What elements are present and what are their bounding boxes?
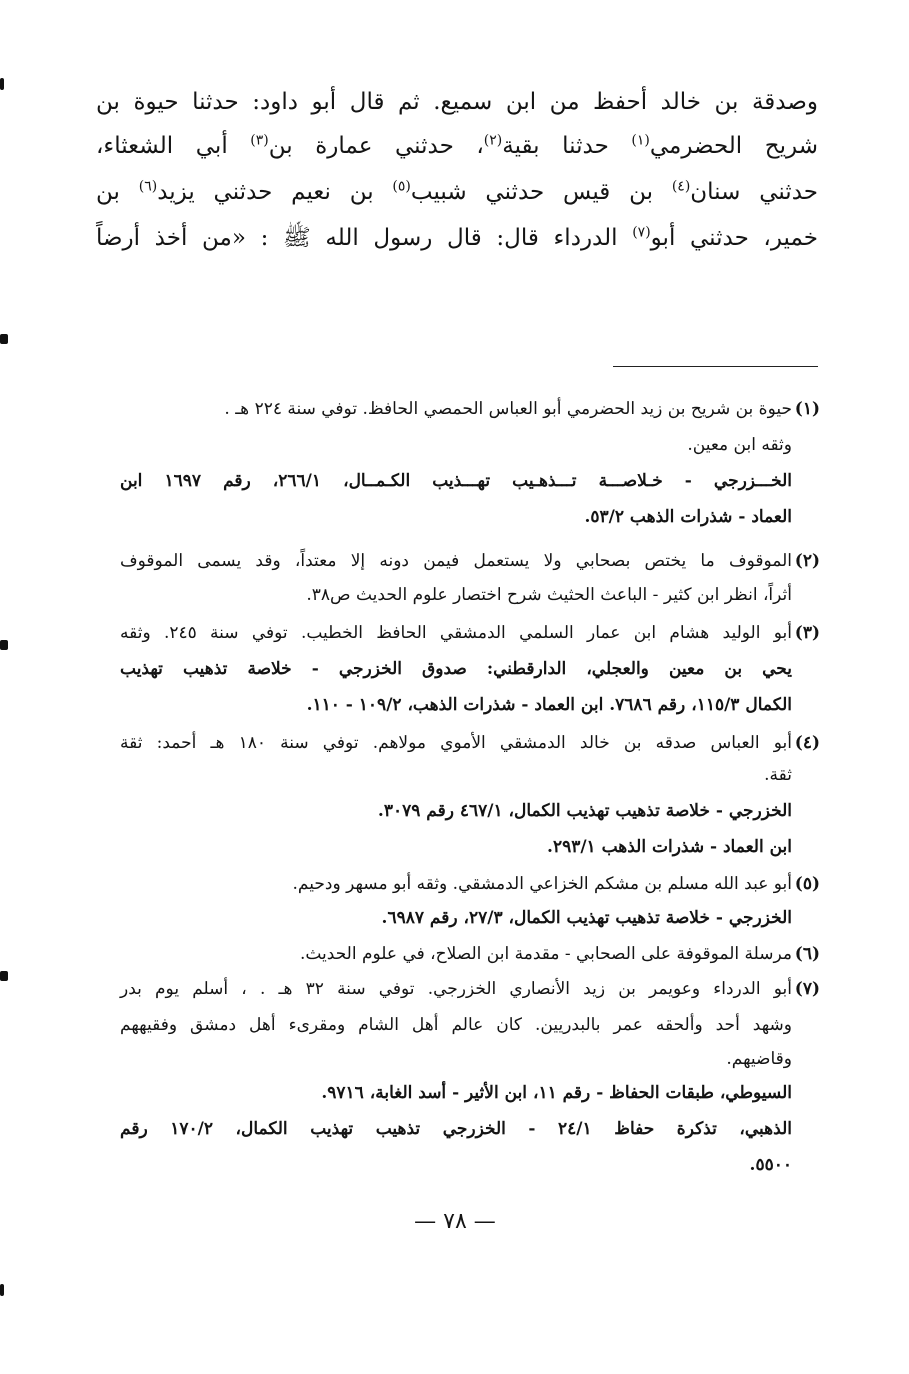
footnote-line: حيوة بن شريح بن زيد الحضرمي أبو العباس الحمصي الحافظ. توفي سنة ٢٢٤ هـ . (224, 399, 792, 419)
footnote-number: (٧) (794, 979, 820, 999)
footnote-line: وشهد أحد وألحقه عمر بالبدريين. كان عالم أهل الشام ومقرىء أهل دمشق وفقيههم (120, 1015, 792, 1035)
footnote-ref[interactable]: (١) (631, 132, 650, 149)
footnote-line: السيوطي، طبقات الحفاظ - رقم ١١، ابن الأثير - أسد الغابة، ٩٧١٦. (321, 1083, 792, 1103)
footnote-ref[interactable]: (٣) (250, 132, 269, 149)
footnote-line: وثقه ابن معين. (687, 435, 792, 455)
footnote-line: ابن العماد - شذرات الذهب ٢٩٣/١. (547, 837, 792, 857)
scan-mark (0, 1284, 4, 1296)
footnote-number: (٤) (794, 733, 820, 753)
footnote-line: الذهبي، تذكرة حفاظ ٢٤/١ - الخزرجي تذهيب تهذيب الكمال، ١٧٠/٢ رقم (120, 1119, 792, 1139)
footnote-line: ثقة. (764, 765, 792, 785)
scan-mark (0, 334, 8, 344)
footnote-ref[interactable]: (٢) (483, 132, 503, 149)
footnote-line: الكمال ١١٥/٣، رقم ٧٦٨٦. ابن العماد - شذرات الذهب، ١٠٩/٢ - ١١٠. (306, 695, 792, 715)
scan-mark (0, 78, 4, 90)
footnote-line: أثراً، انظر ابن كثير - الباعث الحثيث شرح اختصار علوم الحديث ص٣٨. (306, 585, 792, 605)
footnote-ref[interactable]: (٥) (392, 178, 411, 195)
footnote-line: ٥٥٠٠. (749, 1155, 792, 1175)
main-line: شريح الحضرمي$^{(١)}$ حدثنا بقية$^{(٢)}$، حدثني عمارة بن$^{(٣)}$ أبي الشعثاء، (96, 132, 818, 159)
footnote-number: (٣) (794, 623, 820, 643)
footnote-line: وقاضيهم. (726, 1049, 792, 1069)
main-line: خمير، حدثني أبو$^{(٧)}$ الدرداء قال: قال رسول الله ﷺ : «من أخذ أرضاً (96, 224, 819, 251)
footnote-line: أبو العباس صدقه بن خالد الدمشقي الأموي مولاهم. توفي سنة ١٨٠ هـ أحمد: ثقة (120, 733, 792, 753)
footnote-ref[interactable]: (٦) (138, 178, 158, 195)
footnote-ref[interactable]: (٤) (671, 178, 691, 195)
footnote-line: الموقوف ما يختص بصحابي ولا يستعمل فيمن دونه إلا معتداً، وقد يسمى الموقوف (120, 551, 792, 571)
footnote-line: الخزرجي - خلاصة تذهيب تهذيب الكمال، ٢٧/٣، رقم ٦٩٨٧. (381, 908, 792, 928)
main-line: وصدقة بن خالد أحفظ من ابن سميع. ثم قال أبو داود: حدثنا حيوة بن (96, 89, 818, 115)
footnote-line: العماد - شذرات الذهب ٥٣/٢. (584, 507, 792, 527)
main-line: حدثني سنان$^{(٤)}$ بن قيس حدثني شبيب$^{(٥)}$ بن نعيم حدثني يزيد$^{(٦)}$ بن (96, 178, 818, 205)
main-text (0, 0, 909, 251)
footnote-line: الخزرجي - خلاصة تذهيب تهذيب الكمال، ٤٦٧/١ رقم ٣٠٧٩. (377, 801, 792, 821)
scan-mark (0, 971, 8, 981)
footnote-number: (٦) (794, 944, 820, 964)
footnote-number: (١) (794, 399, 820, 419)
footnote-line: يحي بن معين والعجلي، الدارقطني: صدوق الخزرجي - خلاصة تذهيب تهذيب (120, 659, 792, 679)
footnote-ref[interactable]: (٧) (632, 224, 651, 241)
footnote-line: أبو الوليد هشام ابن عمار السلمي الدمشقي الحافظ الخطيب. توفي سنة ٢٤٥. وثقه (120, 623, 792, 643)
scan-mark (0, 640, 8, 650)
footnote-line: مرسلة الموقوفة على الصحابي - مقدمة ابن الصلاح، في علوم الحديث. (299, 944, 792, 964)
footnote-line: الخـــزرجي - خـلاصـــة تـــذهـيب تهـــذيب الكـمــال، ٢٦٦/١، رقم ١٦٩٧ ابن (120, 471, 792, 491)
footnote-number: (٥) (794, 874, 820, 894)
page-number: — ٧٨ — (414, 1209, 496, 1234)
footnote-number: (٢) (794, 551, 820, 571)
footnote-line: أبو الدرداء وعويمر بن زيد الأنصاري الخزرجي. توفي سنة ٣٢ هـ . ، أسلم يوم بدر (120, 979, 792, 999)
footnote-separator (613, 366, 818, 367)
footnote-line: أبو عبد الله مسلم بن مشكم الخزاعي الدمشقي. وثقه أبو مسهر ودحيم. (292, 874, 792, 894)
